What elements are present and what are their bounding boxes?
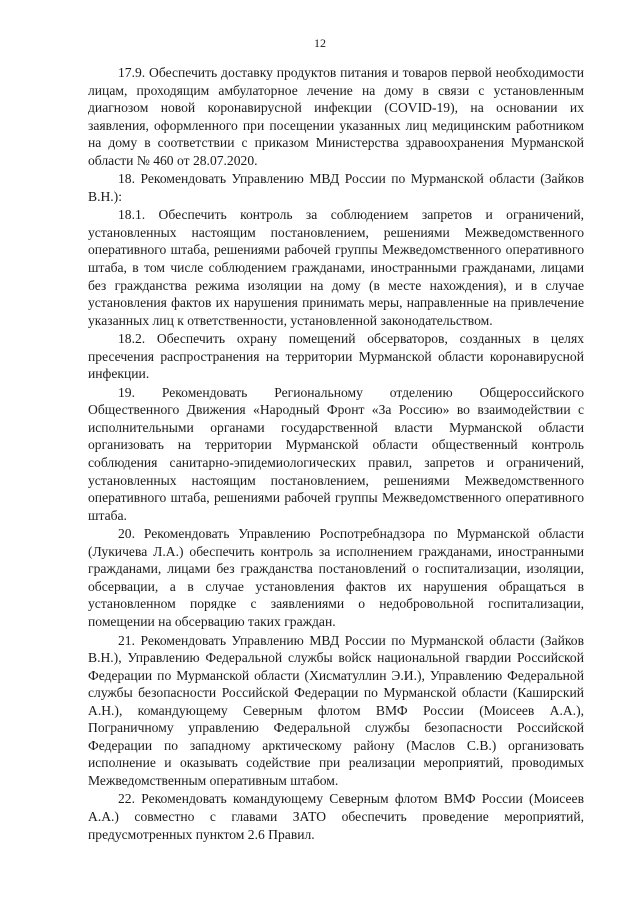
paragraph-22: 22. Рекомендовать командующему Северным флотом ВМФ России (Моисеев А.А.) совместно с главами ЗАТО обеспечить проведение мероприятий, предусмотренных пунктом 2.6 Правил. xyxy=(88,791,584,842)
paragraph-17-9: 17.9. Обеспечить доставку продуктов питания и товаров первой необходимости лицам, проходящим амбулаторное лечение на дому в связи с установленным диагнозом новой коронавирусной инфекции (COVID-19), на основании их заявления, оформленного при посещении указанных лиц медицинским работником на дому в соответствии с приказом Министерства здравоохранения Мурманской области № 460 от 28.07.2020. xyxy=(88,65,584,168)
paragraph-21: 21. Рекомендовать Управлению МВД России по Мурманской области (Зайков В.Н.), Управлению Федеральной службы войск национальной гвардии Российской Федерации по Мурманской области (Хисматуллин Э.И.), Управлению Федеральной службы безопасности Российской Федерации по Мурманской области (Каширский А.Н.), командующему Северным флотом ВМФ России (Моисеев А.А.), Пограничному управлению Федеральной службы безопасности Российской Федерации по западному арктическому району (Маслов С.В.) организовать исполнение и оказывать содействие при реализации мероприятий, проводимых Межведомственным оперативным штабом. xyxy=(88,632,584,788)
paragraph-19: 19. Рекомендовать Региональному отделению Общероссийского Общественного Движения «Народный Фронт «За Россию» во взаимодействии с исполнительными органами государственной власти Мурманской области организовать на территории Мурманской области общественный контроль соблюдения санитарно-эпидемиологических правил, запретов и ограничений, установленных настоящим постановлением, решениями Межведомственного оперативного штаба, решениями рабочей группы Межведомственного оперативного штаба. xyxy=(88,384,584,523)
document-body xyxy=(88,64,584,843)
paragraph-18-2: 18.2. Обеспечить охрану помещений обсерваторов, созданных в целях пресечения распространения на территории Мурманской области коронавирусной инфекции. xyxy=(88,331,584,382)
paragraph-20: 20. Рекомендовать Управлению Роспотребнадзора по Мурманской области (Лукичева Л.А.) обеспечить контроль за исполнением гражданами, иностранными гражданами, лицами без гражданства постановлений о госпитализации, изоляции, обсервации, а в случае установления фактов их нарушения обращаться в установленном порядке с заявлениями о недобровольной госпитализации, помещении на обсервацию таких граждан. xyxy=(88,526,584,629)
paragraph-18: 18. Рекомендовать Управлению МВД России по Мурманской области (Зайков В.Н.): xyxy=(88,171,584,204)
paragraph-18-1: 18.1. Обеспечить контроль за соблюдением запретов и ограничений, установленных настоящим постановлением, решениями Межведомственного оперативного штаба, решениями рабочей группы Межведомственного оперативного штаба, в том числе соблюдением гражданами, иностранными гражданами, лицами без гражданства режима изоляции на дому (в месте нахождения), и в случае установления фактов их нарушения принимать меры, направленные на привлечение указанных лиц к ответственности, установленной законодательством. xyxy=(88,207,584,328)
page-number: 12 xyxy=(314,36,326,50)
